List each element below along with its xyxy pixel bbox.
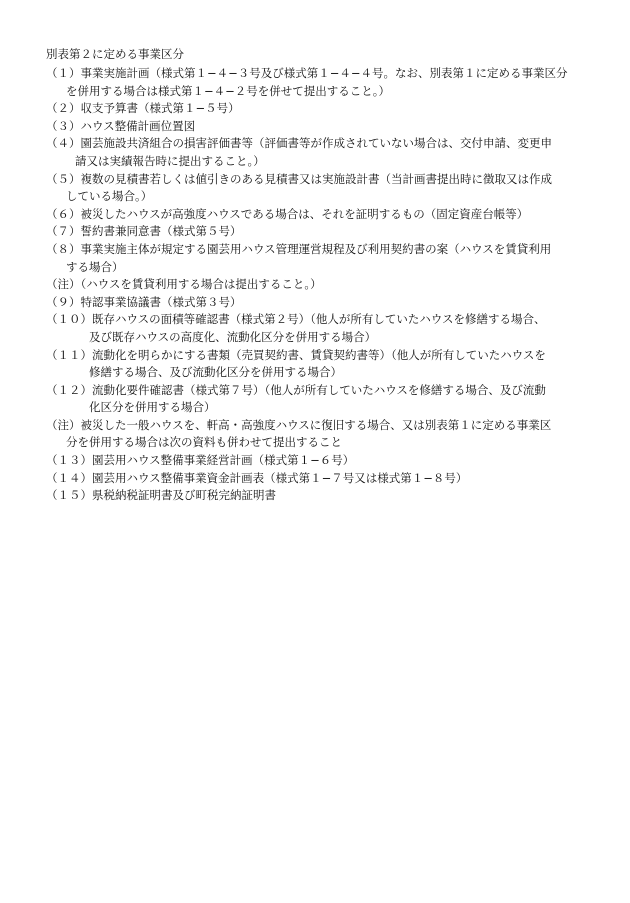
list-item-5 xyxy=(46,171,606,206)
list-item-line: している場合。） xyxy=(66,189,153,204)
list-item-line: （８）事業実施主体が規定する園芸用ハウス管理運営規程及び利用契約書の案（ハウスを賃貸利用 xyxy=(46,241,552,256)
list-item-line: する場合） xyxy=(66,259,124,274)
list-item-line: 及び既存ハウスの高度化、流動化区分を併用する場合） xyxy=(89,329,377,344)
list-item-line: 分を併用する場合は次の資料も併わせて提出すること xyxy=(66,435,342,450)
list-item-15 xyxy=(46,487,606,505)
list-item-line: 化区分を併用する場合） xyxy=(89,400,216,415)
list-item-8 xyxy=(46,241,606,276)
list-item-12 xyxy=(46,382,606,417)
list-item-line: （４）園芸施設共済組合の損害評価書等（評価書等が作成されていない場合は、交付申請、変更申 xyxy=(46,136,552,151)
list-item-13 xyxy=(46,452,606,470)
list-item-line: （注）（ハウスを賃貸利用する場合は提出すること。） xyxy=(46,277,322,292)
list-item-3 xyxy=(46,118,606,136)
list-item-11 xyxy=(46,347,606,382)
note-item-1 xyxy=(46,276,606,294)
list-item-1 xyxy=(46,65,606,100)
list-item-line: 請又は実績報告時に提出すること。） xyxy=(75,153,265,168)
list-item-line: （９）特認事業協議書（様式第３号） xyxy=(46,294,242,309)
list-item-line: （１）事業実施計画（様式第１−４−３号及び様式第１−４−４号。なお、別表第１に定める事業区分 xyxy=(46,66,568,80)
list-item-9 xyxy=(46,294,606,312)
list-item-line: （１１）流動化を明らかにする書類（売買契約書、賃貸契約書等）（他人が所有していたハウスを xyxy=(46,347,546,362)
list-item-line: （６）被災したハウスが高強度ハウスである場合は、それを証明するもの（固定資産台帳等） xyxy=(46,206,529,221)
list-item-line: （７）誓約書兼同意書（様式第５号） xyxy=(46,224,242,239)
list-item-line: （注）被災した一般ハウスを、軒高・高強度ハウスに復旧する場合、又は別表第１に定める事業区 xyxy=(46,417,552,432)
list-item-line: 修繕する場合、及び流動化区分を併用する場合） xyxy=(89,365,342,380)
document-content xyxy=(46,46,606,505)
list-item-6 xyxy=(46,206,606,224)
section-heading: 別表第２に定める事業区分 xyxy=(46,47,184,61)
list-item-14 xyxy=(46,470,606,488)
list-item-7 xyxy=(46,223,606,241)
list-item-10 xyxy=(46,311,606,346)
list-item-2 xyxy=(46,100,606,118)
list-item-line: （１４）園芸用ハウス整備事業資金計画表（様式第１−７号又は様式第１−８号） xyxy=(46,470,468,485)
list-item-line: （１５）県税納税証明書及び町税完納証明書 xyxy=(46,488,276,503)
list-item-line: （２）収支予算書（様式第１−５号） xyxy=(46,101,240,116)
list-item-4 xyxy=(46,135,606,170)
note-item-2 xyxy=(46,417,606,452)
list-item-line: （５）複数の見積書若しくは値引きのある見積書又は実施設計書（当計画書提出時に徴取又は作成 xyxy=(46,171,552,186)
list-item-line: （１３）園芸用ハウス整備事業経営計画（様式第１−６号） xyxy=(46,453,355,468)
list-item-line: を併用する場合は様式第１−４−２号を併せて提出すること。） xyxy=(66,83,391,98)
list-item-line: （１２）流動化要件確認書（様式第７号）（他人が所有していたハウスを修繕する場合、及び流動 xyxy=(46,382,546,397)
list-item-line: （３）ハウス整備計画位置図 xyxy=(46,118,196,133)
list-item-line: （１０）既存ハウスの面積等確認書（様式第２号）（他人が所有していたハウスを修繕する場合、 xyxy=(46,312,546,327)
